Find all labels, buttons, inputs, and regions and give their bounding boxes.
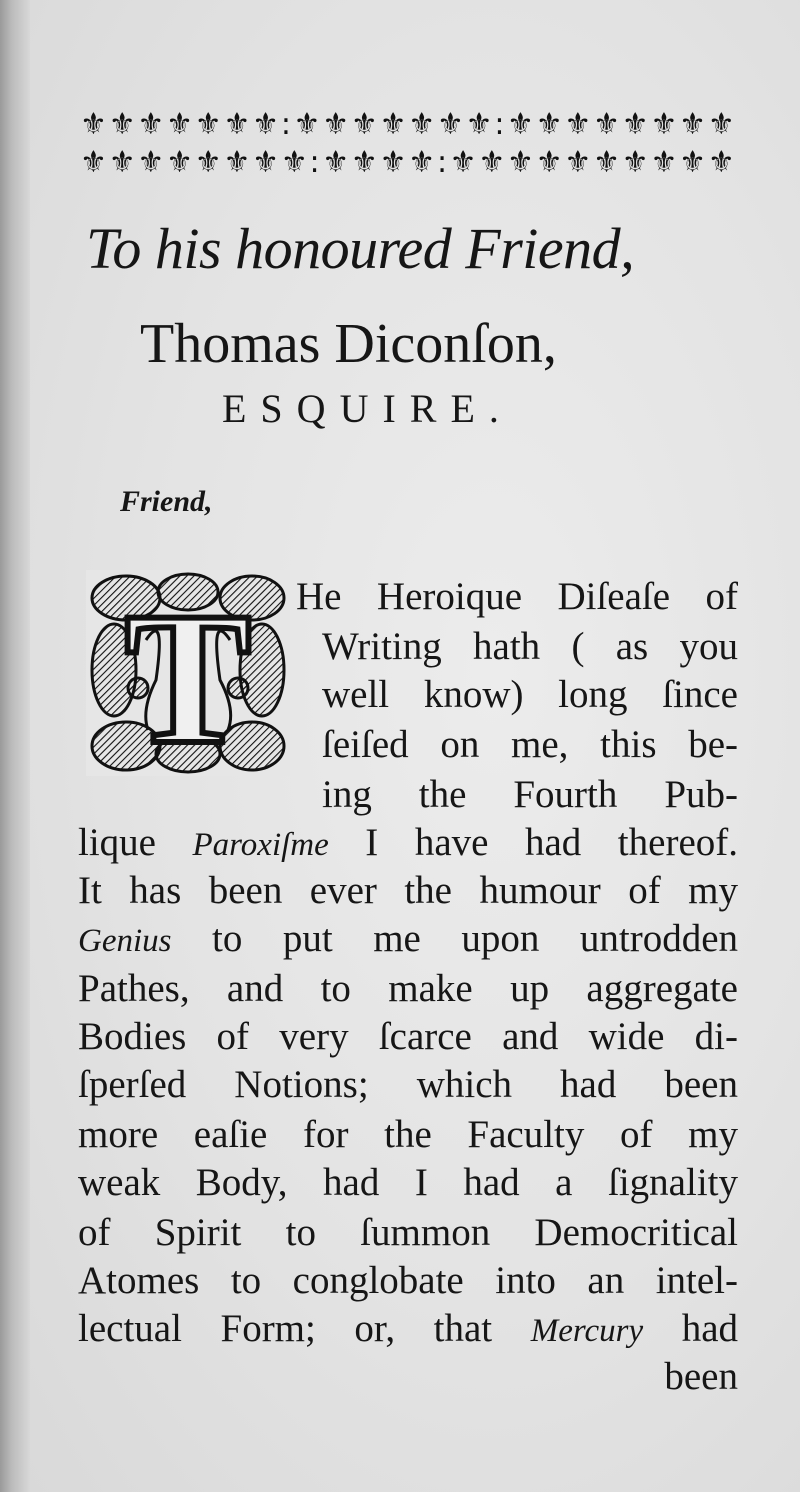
fleuron-glyph: ⚜ (535, 145, 563, 180)
fleuron-glyph: ⚜ (465, 107, 493, 142)
text-line (78, 1256, 738, 1306)
text-run: more eaſie for the Faculty of my (78, 1113, 738, 1156)
fleuron-glyph: ⚜ (166, 145, 193, 180)
text-line (322, 720, 738, 770)
fleuron-glyph: ⚜ (379, 145, 407, 180)
text-run: weak Body, had I had a ſignality (78, 1161, 738, 1204)
text-line (322, 622, 738, 672)
fleuron-glyph: ⚜ (137, 107, 165, 142)
italic-word: Mercury (530, 1313, 644, 1349)
fleuron-glyph: ⚜ (650, 145, 678, 180)
italic-word: Genius (78, 923, 172, 959)
fleuron-glyph: ⚜ (507, 107, 534, 142)
fleuron-glyph: ⚜ (679, 107, 707, 142)
fleuron-glyph: ⚜ (166, 107, 193, 142)
initial-letter-glyph: T (124, 574, 252, 776)
fleuron-row-bottom (80, 144, 734, 182)
fleuron-glyph: ⚜ (350, 107, 378, 142)
text-line (78, 1158, 738, 1208)
text-run: He Heroique Diſeaſe of (296, 575, 738, 618)
fleuron-glyph: ⚜ (564, 145, 592, 180)
fleuron-glyph: ⚜ (80, 107, 107, 142)
catchword (630, 1352, 738, 1402)
text-run: Atomes to conglobate into an intel- (78, 1259, 738, 1302)
dedicatee-name: Thomas Diconſon, (140, 313, 557, 375)
text-line (78, 1304, 738, 1354)
fleuron-glyph: ⚜ (535, 107, 563, 142)
fleuron-glyph: ⚜ (408, 107, 436, 142)
fleuron-glyph: ⚜ (194, 107, 222, 142)
fleuron-glyph: ⚜ (679, 145, 707, 180)
text-line (78, 1110, 738, 1160)
fleuron-glyph: ⚜ (194, 145, 222, 180)
fleuron-glyph: ⚜ (593, 145, 620, 180)
fleuron-glyph: ⚜ (108, 145, 136, 180)
ornament-separator: : (280, 107, 291, 142)
fleuron-glyph: ⚜ (621, 107, 649, 142)
text-run: ſperſed Notions; which had been (78, 1063, 738, 1106)
fleuron-glyph: ⚜ (707, 145, 735, 180)
text-run: Bodies of very ſcarce and wide di- (78, 1015, 738, 1058)
fleuron-glyph: ⚜ (80, 145, 107, 180)
ornament-separator: : (436, 145, 448, 180)
fleuron-glyph: ⚜ (223, 107, 251, 142)
fleuron-glyph: ⚜ (108, 107, 136, 142)
text-run: had (681, 1307, 739, 1350)
text-run: It has been ever the humour of my (78, 869, 738, 912)
decorated-initial-letter (86, 570, 290, 776)
fleuron-glyph: ⚜ (322, 145, 350, 180)
fleuron-glyph: ⚜ (252, 107, 280, 142)
text-line (322, 770, 738, 820)
text-line (78, 818, 738, 868)
salutation: Friend, (120, 485, 213, 518)
text-run: ing the Fourth Pub- (322, 773, 738, 816)
text-run: Pathes, and to make up aggregate (78, 967, 738, 1010)
fleuron-glyph: ⚜ (137, 145, 165, 180)
fleuron-glyph: ⚜ (293, 107, 321, 142)
text-run: lique (78, 821, 156, 864)
text-run: ſeiſed on me, this be- (322, 723, 738, 766)
ornament-separator: : (309, 145, 320, 180)
dedicatee-title: ESQUIRE. (222, 386, 513, 431)
text-run: lectual Form; or, that (78, 1307, 493, 1350)
text-run: of Spirit to ſummon Democritical (78, 1211, 738, 1254)
fleuron-glyph: ⚜ (650, 107, 678, 142)
fleuron-glyph: ⚜ (350, 145, 378, 180)
fleuron-glyph: ⚜ (322, 107, 350, 142)
text-line (322, 670, 738, 720)
fleuron-ornament-band (80, 106, 734, 182)
text-line (78, 1012, 738, 1062)
book-gutter (0, 0, 30, 1492)
italic-word: Paroxiſme (192, 827, 329, 863)
fleuron-row-top (80, 106, 734, 144)
text-line (296, 572, 738, 622)
dedication-heading: To his honoured Friend, (86, 216, 635, 281)
text-run: well know) long ſince (322, 673, 738, 716)
fleuron-glyph: ⚜ (280, 145, 308, 180)
text-line (78, 914, 738, 964)
text-line (78, 1208, 738, 1258)
text-line (78, 866, 738, 916)
fleuron-glyph: ⚜ (507, 145, 534, 180)
fleuron-glyph: ⚜ (593, 107, 620, 142)
text-line (78, 964, 738, 1014)
fleuron-glyph: ⚜ (408, 145, 436, 180)
text-run: been (664, 1355, 738, 1398)
fleuron-glyph: ⚜ (564, 107, 592, 142)
text-line (78, 1060, 738, 1110)
text-run: to put me upon untrodden (212, 917, 739, 960)
text-run: Writing hath ( as you (322, 625, 738, 668)
fleuron-glyph: ⚜ (478, 145, 506, 180)
fleuron-glyph: ⚜ (223, 145, 251, 180)
fleuron-glyph: ⚜ (707, 107, 735, 142)
fleuron-glyph: ⚜ (252, 145, 280, 180)
text-run: I have had thereof. (365, 821, 738, 864)
fleuron-glyph: ⚜ (449, 145, 477, 180)
fleuron-glyph: ⚜ (436, 107, 464, 142)
ornament-separator: : (494, 107, 505, 142)
fleuron-glyph: ⚜ (621, 145, 649, 180)
fleuron-glyph: ⚜ (379, 107, 407, 142)
